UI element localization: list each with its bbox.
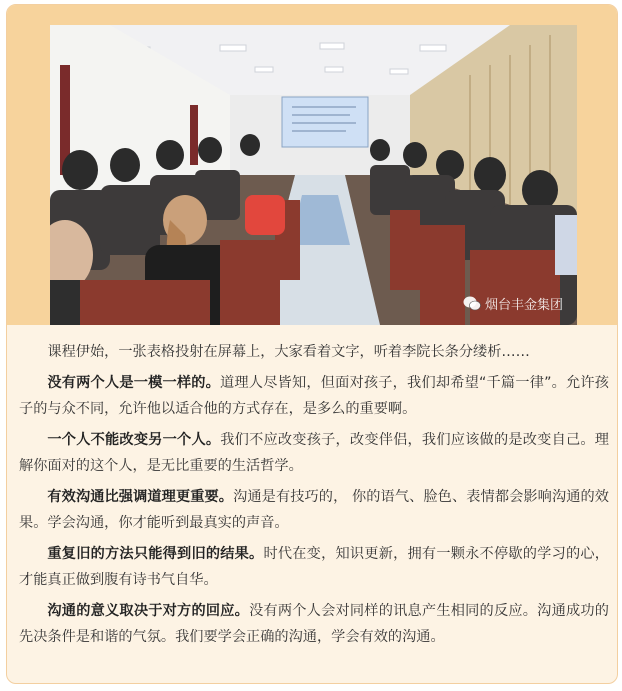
paragraph-text: 我们不应改变孩子，改变伴侣，我们应该做的是改变自己。理解你面对的这个人，是无比重要的生活哲学。	[19, 431, 609, 474]
meeting-hall-photo	[50, 25, 577, 325]
paragraph-heading: 沟通的意义取决于对方的回应。	[47, 602, 250, 619]
wechat-icon	[463, 296, 481, 311]
paragraph-text: 时代在变，知识更新，拥有一颗永不停歇的学习的心，才能真正做到腹有诗书气自华。	[19, 545, 609, 588]
watermark-text: 烟台丰金集团	[484, 298, 563, 313]
paragraph-text: 道理人尽皆知，但面对孩子，我们却希望“千篇一律”。允许孩子的与众不同，允许他以适合他的方式存在，是多么的重要啊。	[19, 374, 609, 417]
paragraph-heading: 重复旧的方法只能得到旧的结果。	[47, 545, 264, 562]
paragraph	[19, 541, 609, 594]
paragraph-heading: 一个人不能改变另一个人。	[47, 431, 221, 448]
paragraph-text: 课程伊始，一张表格投射在屏幕上，大家看着文字，听着李院长条分缕析……	[47, 344, 530, 360]
paragraph-text: 没有两个人会对同样的讯息产生相同的反应。沟通成功的先决条件是和谐的气氛。我们要学会正确的沟通，学会有效的沟通。	[19, 602, 609, 645]
paragraph-text: 沟通是有技巧的， 你的语气、脸色、表情都会影响沟通的效果。学会沟通，你才能听到最真实的声音。	[19, 488, 609, 531]
article-body	[19, 339, 609, 655]
paragraph	[19, 427, 609, 480]
paragraph	[19, 370, 609, 423]
watermark	[463, 294, 563, 313]
paragraph	[19, 339, 609, 366]
paragraph-heading: 有效沟通比强调道理更重要。	[47, 488, 234, 505]
paragraph-heading: 没有两个人是一模一样的。	[47, 374, 221, 391]
article-card	[6, 4, 618, 684]
paragraph	[19, 598, 609, 651]
paragraph	[19, 484, 609, 537]
